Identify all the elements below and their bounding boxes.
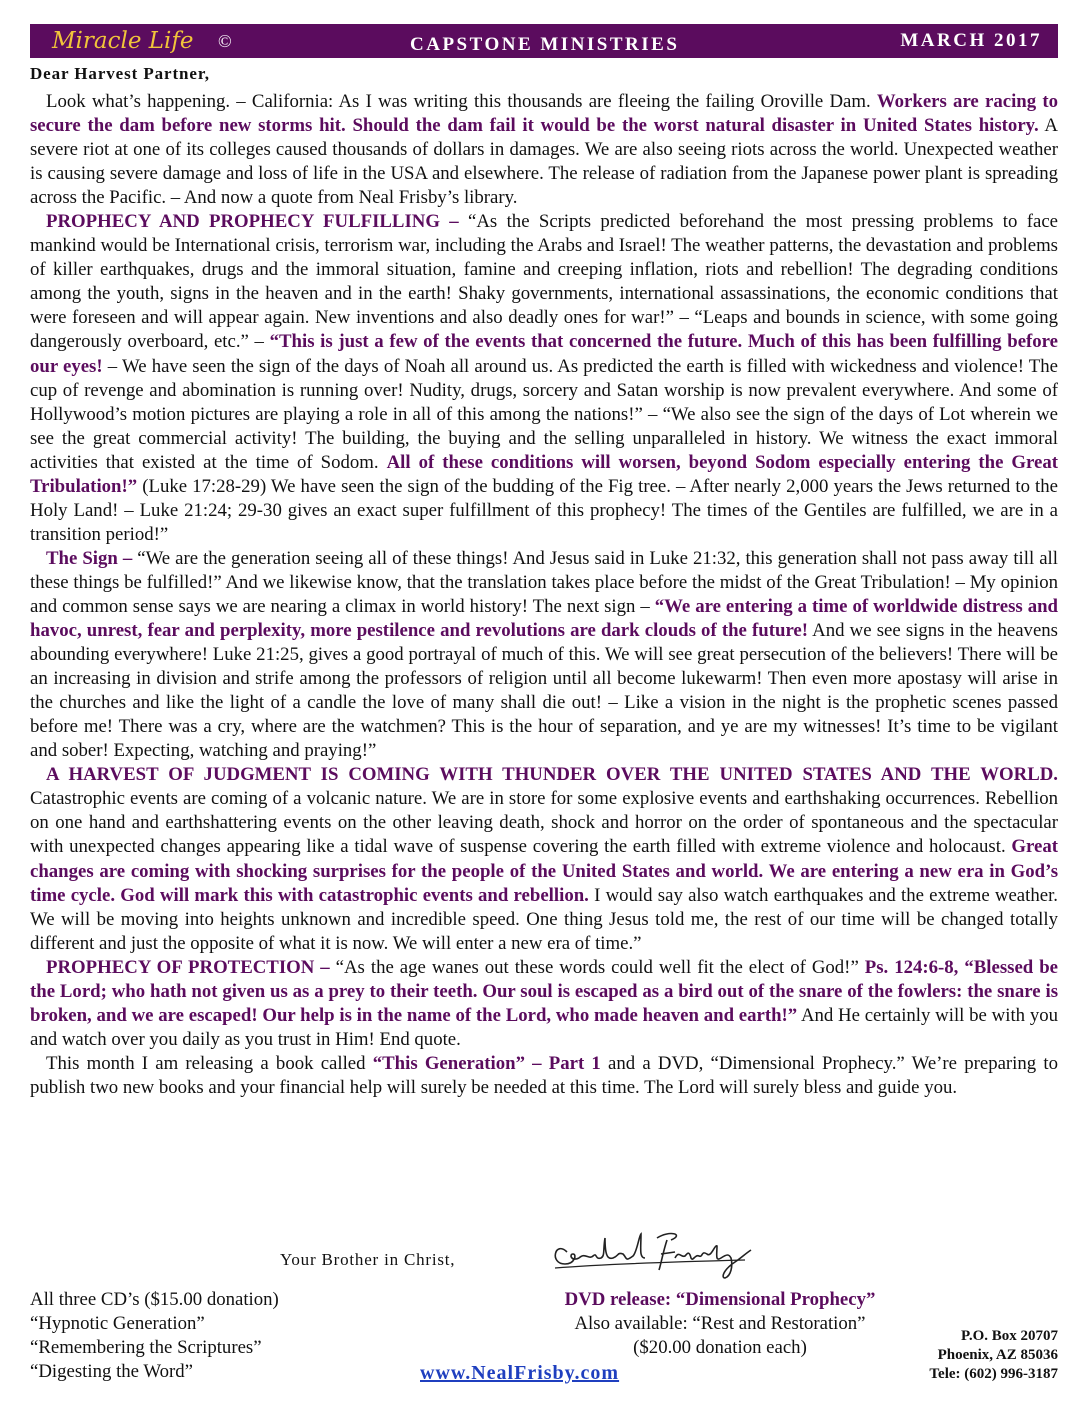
book-title: “This Generation” – Part 1 [372, 1052, 601, 1074]
paragraph-text: “We are the generation seeing all of these things! And Jesus said in Luke 21:32, this generation shall not pass away till all these things be fulfilled!” And we likewise know, that the translation takes place before the midst of the Great Tribulation! – My opinion and common sense says we are nearing a climax in world history! The next sign – [30, 547, 1058, 617]
dvd-also-available: Also available: “Rest and Restoration” [574, 1313, 866, 1334]
dvd-offer [515, 1288, 925, 1360]
paragraph-announcement [30, 1052, 1058, 1100]
highlight-text: “We are entering a time of worldwide distress and havoc, unrest, fear and perplexity, more pestilence and revolutions are dark clouds of the future! [30, 595, 1058, 642]
highlight-text: Great changes are coming with shocking surprises for the people of the United States and world. We are entering a new era in God’s time cycle. God will mark this with catastrophic events and rebellion. [30, 836, 1058, 906]
paragraph-text: And we see signs in the heavens abounding everywhere! Luke 21:25, gives a good portrayal of much of this. We will see great persecution of the believers! There will be an increasing in division and strife among the professors of religion until all become lukewarm! Then even more apostasy will arise in the churches and like the light of a candle the love of many shall die out! – Like a vision in the night is the prophetic scenes passed before me! There was a cry, where are the watchmen? This is the hour of separation, and ye are my witnesses! It’s time to be vigilant and sober! Expecting, watching and praying!” [30, 620, 1058, 762]
paragraph-sign [30, 547, 1058, 763]
dvd-donation: ($20.00 donation each) [633, 1337, 807, 1358]
paragraph-intro [30, 90, 1058, 210]
mailing-address [929, 1327, 1058, 1384]
city-state-zip: Phoenix, AZ 85036 [937, 1347, 1058, 1363]
paragraph-text: Look what’s happening. – California: As I was writing this thousands are fleeing the failing Oroville Dam. [46, 91, 871, 112]
cd-offer-title: All three CD’s ($15.00 donation) [30, 1289, 279, 1310]
paragraph-harvest [30, 763, 1058, 955]
section-heading: The Sign – [46, 547, 133, 569]
po-box: P.O. Box 20707 [961, 1328, 1058, 1344]
highlight-text: Workers are racing to secure the dam before new storms hit. Should the dam fail it would be the worst natural disaster in United States history. [30, 91, 1058, 137]
section-heading: PROPHECY OF PROTECTION – [46, 956, 330, 978]
paragraph-prophecy [30, 210, 1058, 547]
paragraph-text: “As the Scripts predicted beforehand the most pressing problems to face mankind would be International crisis, terrorism war, including the Arabs and Israel! The weather patterns, the devastation and problems of killer earthquakes, drugs and the immoral situation, famine and creeping inflation, riots and rebellion! The degrading conditions among the youth, signs in the heaven and in the earth! Shaky governments, international assassinations, the economic conditions that were foreseen and will appear again. New inventions and also deadly ones for war!” – “Leaps and bounds in science, with some going dangerously overboard, etc.” – [30, 211, 1058, 353]
telephone: Tele: (602) 996-3187 [929, 1366, 1058, 1382]
organization-name: CAPSTONE MINISTRIES [410, 34, 680, 55]
paragraph-text: and a DVD, “Dimensional Prophecy.” We’re preparing to publish two new books and your financial help will surely be needed at this time. The Lord will surely bless and guide you. [30, 1052, 1058, 1098]
paragraph-text: I would say also watch earthquakes and the extreme weather. We will be moving into heights unknown and incredible speed. One thing Jesus told me, the rest of our time will be changed totally different and just the opposite of what it is now. We will enter a new era of time.” [30, 884, 1059, 954]
paragraph-text: (Luke 17:28-29) We have seen the sign of the budding of the Fig tree. – After nearly 2,000 years the Jews returned to the Holy Land! – Luke 21:24; 29-30 gives an exact super fulfillment of this prophecy! The times of the Gentiles are fulfilled, we are in a transition period!” [30, 475, 1058, 545]
paragraph-text: And He certainly will be with you and watch over you daily as you trust in Him! End quote. [30, 1004, 1058, 1050]
paragraph-text: Catastrophic events are coming of a volcanic nature. We are in store for some explosive events and earthshaking occurrences. Rebellion on one hand and earthshattering events on the other leaving death, shock and horror on the order of spontaneous and the spectacular with unexpected changes appearing like a tidal wave of suspense covering the earth filled with extreme violence and holocaust. [30, 788, 1058, 858]
paragraph-text: – We have seen the sign of the days of Noah all around us. As predicted the earth is filled with wickedness and violence! The cup of revenge and abomination is running over! Nudity, drugs, sorcery and Satan worship is now prevalent everywhere. And some of Hollywood’s motion pictures are playing a role in all of this among the nations!” – “We also see the sign of the days of Lot wherein we see the great commercial activity! The building, the buying and the selling unparalleled in history. We witness the exact immoral activities that existed at the time of Sodom. [30, 355, 1058, 473]
cd-title: “Digesting the Word” [30, 1361, 193, 1382]
dvd-release-title: DVD release: “Dimensional Prophecy” [564, 1289, 876, 1310]
highlight-text: Ps. 124:6-8, “Blessed be the Lord; who hath not given us as a prey to their teeth. Our soul is escaped as a bird out of the snare of the fowlers: the snare is broken, and we are escaped! Our help is in the name of the Lord, who made heaven and earth!” [30, 956, 1058, 1026]
header-banner [30, 24, 1058, 58]
paragraph-text: “As the age wanes out these words could well fit the elect of God!” [335, 956, 859, 978]
cd-title: “Remembering the Scriptures” [30, 1337, 262, 1358]
paragraph-text: A severe riot at one of its colleges caused thousands of dollars in damages. We are also seeing riots across the world. Unexpected weather is causing severe damage and loss of life in the USA and elsewhere. The release of radiation from the Japanese power plant is spreading across the Pacific. – And now a quote from Neal Frisby’s library. [30, 115, 1058, 209]
website-link[interactable]: www.NealFrisby.com [420, 1362, 620, 1384]
closing-line: Your Brother in Christ, [280, 1250, 456, 1269]
section-heading: A HARVEST OF JUDGMENT IS COMING WITH THUNDER OVER THE UNITED STATES AND THE WORLD. [46, 764, 1058, 786]
letter-body [30, 90, 1058, 1100]
brand-logo: Miracle Life [52, 28, 194, 54]
issue-date: MARCH 2017 [900, 30, 1042, 51]
highlight-text: “This is just a few of the events that concerned the future. Much of this has been fulfilling before our eyes! [30, 331, 1059, 377]
salutation: Dear Harvest Partner, [30, 64, 210, 83]
signature-image [545, 1224, 760, 1282]
cd-title: “Hypnotic Generation” [30, 1313, 205, 1334]
copyright-mark: © [218, 31, 232, 51]
paragraph-text: This month I am releasing a book called [46, 1052, 366, 1074]
paragraph-protection [30, 956, 1058, 1052]
section-heading: PROPHECY AND PROPHECY FULFILLING – [46, 211, 459, 233]
cd-offer [30, 1288, 279, 1384]
highlight-text: All of these conditions will worsen, beyond Sodom especially entering the Great Tribulation!” [30, 451, 1058, 497]
